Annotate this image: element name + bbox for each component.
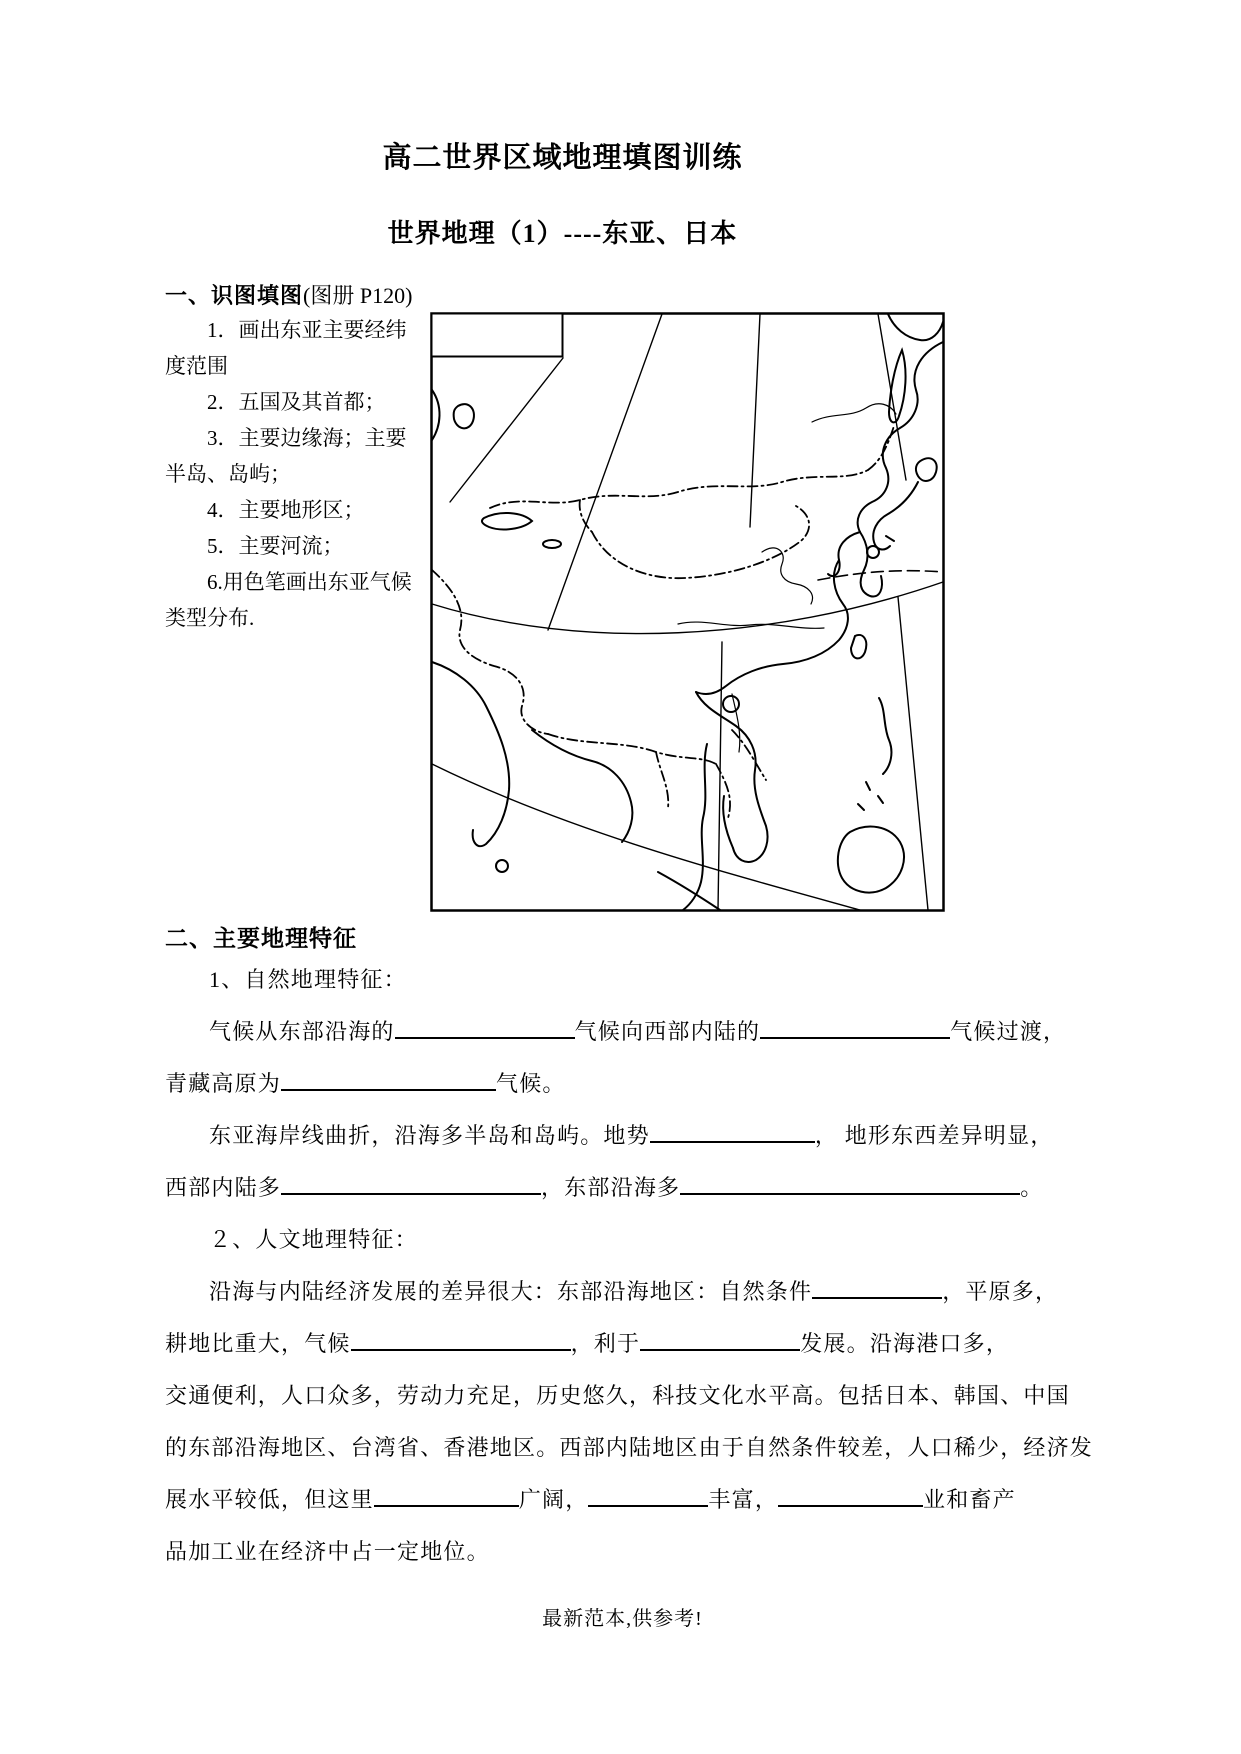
fill-in-blank xyxy=(395,1032,575,1039)
task-item: 3．主要边缘海；主要半岛、岛屿； xyxy=(165,426,407,486)
text-segment: 。 xyxy=(1020,1175,1044,1200)
page-title: 高二世界区域地理填图训练 xyxy=(382,142,743,174)
coastline-terrain-line xyxy=(165,1110,1080,1162)
text-segment: 丰富， xyxy=(708,1487,779,1512)
map-svg xyxy=(430,312,945,912)
task-item: 2．五国及其首都； xyxy=(207,390,386,414)
text-segment: 广阔， xyxy=(518,1487,589,1512)
fill-in-blank xyxy=(650,1136,815,1143)
text-segment: 的东部沿海地区、台湾省、香港地区。西部内陆地区由于自然条件较差，人口稀少，经济发 xyxy=(165,1435,1094,1460)
fill-in-blank xyxy=(281,1188,541,1195)
page-subtitle: 世界地理（1）----东亚、日本 xyxy=(387,219,738,248)
sub-heading-human xyxy=(165,1214,1080,1266)
climate-transition-line xyxy=(165,1006,1080,1058)
task-item: 4．主要地形区； xyxy=(207,498,365,522)
farmland-climate-line xyxy=(165,1318,1080,1370)
footer-note: 最新范本,供参考! xyxy=(542,1608,703,1630)
task-item: 6.用色笔画出东亚气候类型分布. xyxy=(165,570,412,630)
economy-difference-line xyxy=(165,1266,1080,1318)
text-segment: 发展。沿海港口多， xyxy=(800,1331,1010,1356)
fill-in-blank xyxy=(281,1084,496,1091)
text-segment: 沿海与内陆经济发展的差异很大：东部沿海地区：自然条件 xyxy=(209,1279,813,1304)
river-lines xyxy=(678,404,896,752)
section2-heading: 二、主要地理特征 xyxy=(165,926,357,951)
inland-region-line xyxy=(165,1422,1094,1474)
country-border-lines xyxy=(432,426,894,818)
text-segment: 气候。 xyxy=(496,1071,566,1096)
text-segment: ，平原多， xyxy=(942,1279,1059,1304)
section1 xyxy=(165,280,1080,636)
sub-heading-natural xyxy=(165,954,1080,1006)
title-block xyxy=(165,138,1080,252)
coastal-region-line xyxy=(165,1370,1080,1422)
fill-in-blank xyxy=(351,1344,571,1351)
text-segment: 品加工业在经济中占一定地位。 xyxy=(165,1539,490,1564)
plateau-climate-line xyxy=(165,1058,1080,1110)
fill-in-blank xyxy=(640,1344,800,1351)
section1-heading xyxy=(165,280,1080,312)
text-segment: ，东部沿海多 xyxy=(541,1175,681,1200)
text-segment: 青藏高原为 xyxy=(165,1071,282,1096)
fill-in-blank xyxy=(374,1500,519,1507)
text-segment: 交通便利，人口众多，劳动力充足，历史悠久，科技文化水平高。包括日本、韩国、中国 xyxy=(165,1383,1070,1408)
fill-in-blank xyxy=(680,1188,1020,1195)
section2-lines xyxy=(165,954,1094,1578)
text-segment: 耕地比重大，气候 xyxy=(165,1331,351,1356)
text-segment: 1、自然地理特征： xyxy=(209,967,407,992)
text-segment: 西部内陆多 xyxy=(165,1175,282,1200)
section1-heading-label: 一、识图填图 xyxy=(165,283,304,308)
task-item: 5．主要河流； xyxy=(207,534,344,558)
text-segment: 气候过渡， xyxy=(950,1019,1067,1044)
text-segment: 展水平较低，但这里 xyxy=(165,1487,374,1512)
processing-industry-line xyxy=(165,1526,1080,1578)
text-segment: ， 地形东西差异明显， xyxy=(814,1123,1054,1148)
fill-in-blank xyxy=(588,1500,708,1507)
page-content xyxy=(165,0,1094,1631)
east-asia-outline-map xyxy=(430,312,945,912)
map-legend-box xyxy=(432,314,563,357)
graticule-lines xyxy=(432,314,943,910)
section1-heading-note: (图册 P120) xyxy=(303,283,413,308)
text-segment: 业和畜产 xyxy=(923,1487,1016,1512)
task-item: 1．画出东亚主要经纬度范围 xyxy=(165,318,407,378)
text-segment: 气候从东部沿海的 xyxy=(209,1019,395,1044)
map-border xyxy=(432,314,944,911)
text-segment: 气候向西部内陆的 xyxy=(574,1019,761,1044)
text-segment: 东亚海岸线曲折，沿海多半岛和岛屿。地势 xyxy=(209,1123,650,1148)
fill-in-blank xyxy=(760,1032,950,1039)
inland-resources-line xyxy=(165,1474,1080,1526)
fill-in-blank xyxy=(812,1292,942,1299)
text-segment: ，利于 xyxy=(570,1331,641,1356)
fill-in-blank xyxy=(778,1500,923,1507)
coastline-paths xyxy=(432,314,943,910)
text-segment: ２、人文地理特征： xyxy=(209,1227,418,1252)
terrain-contrast-line xyxy=(165,1162,1080,1214)
